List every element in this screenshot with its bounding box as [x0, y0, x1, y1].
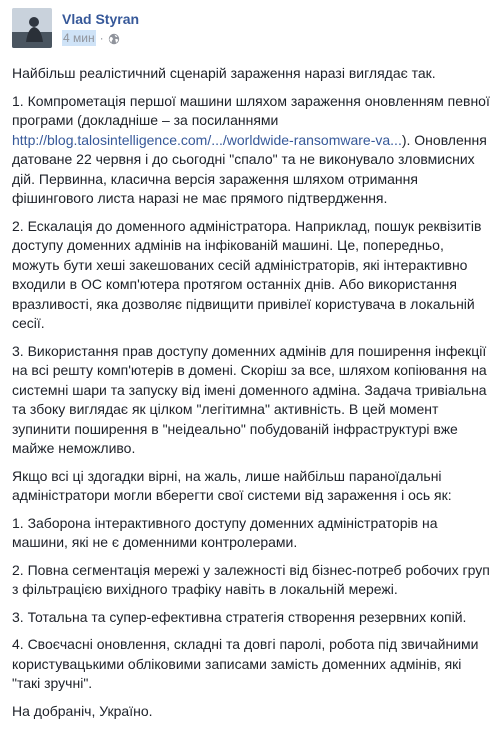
post-meta — [62, 10, 139, 46]
separator-dot: · — [99, 31, 104, 45]
post-paragraph: Якщо всі ці здогадки вірні, на жаль, лише найбільш параноїдальні адміністратори могли вберегти свої системи від зараження і ось як: — [12, 467, 452, 503]
post-timestamp[interactable]: 4 мин — [63, 31, 95, 45]
post-paragraph: 2. Повна сегментація мережі у залежності від бізнес-потреб робочих груп з фільтрацією вихідного трафіку навіть в локальній мережі. — [12, 561, 490, 597]
avatar-photo — [12, 8, 52, 48]
post-header — [12, 8, 139, 48]
post-paragraph: На добраніч, Україно. — [12, 702, 153, 719]
post-paragraph: 2. Ескалація до доменного адміністратора. Наприклад, пошук реквізитів доступу доменних адмінів на інфікованій машині. Це, попередньо, можуть бути хеші закешованих сесій адміністраторів, які інтерактивно входили в ОС комп'ютера протягом останніх днів. Або використання вразливості, яка дозволяє підвищити привілеї користувача в локальній сесії. — [12, 217, 482, 331]
post-paragraph: 4. Своєчасні оновлення, складні та довгі паролі, робота під звичайними користувацькими обліковими записами замість доменних адмінів, які "такі зручні". — [12, 636, 479, 691]
avatar[interactable] — [12, 8, 52, 48]
talos-blog-link[interactable]: http://blog.talosintelligence.com/.../worldwide-ransomware-va... — [12, 131, 402, 148]
time-row — [62, 30, 139, 46]
post-paragraph — [12, 92, 490, 209]
globe-icon[interactable] — [108, 32, 120, 44]
post-paragraph: 1. Заборона інтерактивного доступу доменних адміністраторів на машини, які не є доменними контролерами. — [12, 514, 438, 550]
author-name[interactable]: Vlad Styran — [62, 11, 140, 27]
post-text: 1. Компрометація першої машини шляхом зараження оновленням певної програми (докладніше – за посиланнями — [12, 92, 490, 128]
post-body — [12, 64, 490, 729]
post-paragraph: 3. Тотальна та супер-ефективна стратегія створення резервних копій. — [12, 608, 467, 625]
post-paragraph: 3. Використання прав доступу доменних адмінів для поширення інфекції на всі решту комп'ютерів в домені. Скоріш за все, шляхом копіювання на системні шари та запуску від імені доменного адміна. Задача тривіальна та збоку виглядає як цілком "легітимна" активність. В цей момент зупинити поширення в "неідеально" побудованій інфраструктурі вже майже неможливо. — [12, 342, 487, 456]
post-text: ). Оновлення датоване 22 червня і до сьогодні "спало" та не виконувало зловмисних дій. Первинна, класична версія зараження шляхом отримання фішингового листа наразі не має прямого підтвердження. — [12, 131, 487, 206]
post-paragraph: Найбільш реалістичний сценарій зараження наразі виглядає так. — [12, 65, 436, 81]
